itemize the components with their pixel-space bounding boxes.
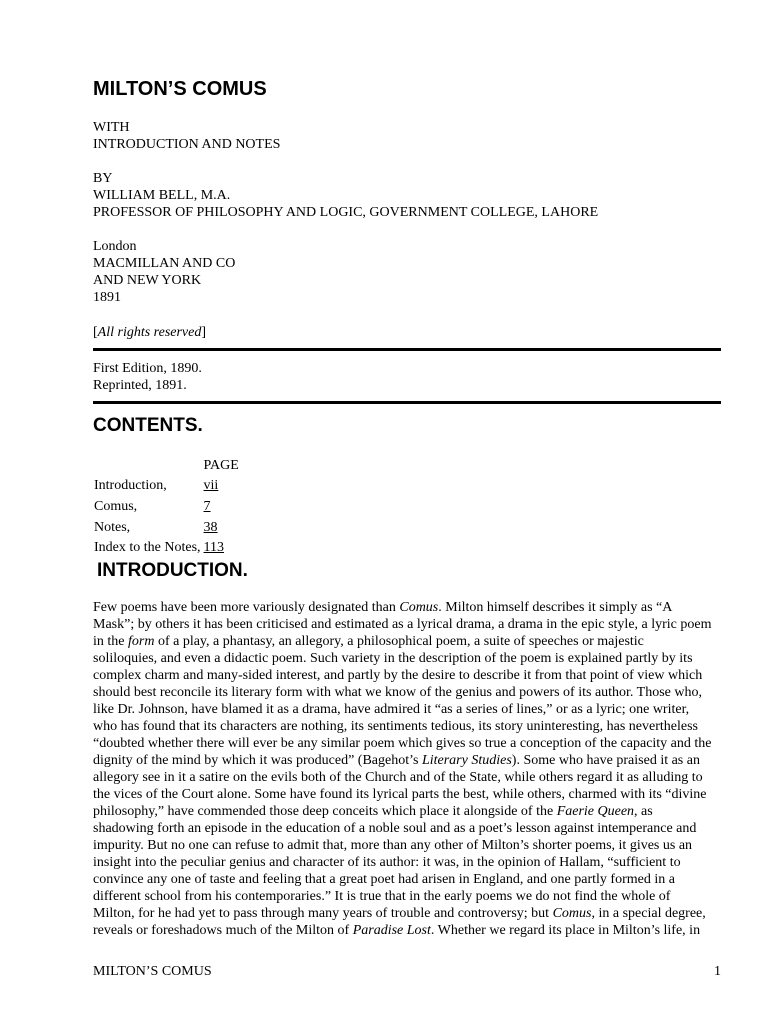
table-row <box>93 517 241 538</box>
contents-page-link[interactable]: 7 <box>203 498 211 514</box>
paragraph-line: like Dr. Johnson, have blamed it as a drama, have admired it “as a series of lines,” or as a lyric; one writer, <box>93 702 690 717</box>
paragraph-line: allegory see in it a satire on the evils both of the Church and of the State, while others regard it as alluding to <box>93 770 703 785</box>
paragraph-line: Few poems have been more variously designated than Comus. Milton himself describes it simply as “A <box>93 600 673 615</box>
italic-title: form <box>128 634 155 649</box>
paragraph-line: impurity. But no one can refuse to admit that, more than any other of Milton’s shorter poems, it gives us an <box>93 838 693 853</box>
paragraph-line: dignity of the mind by which it was produced” (Bagehot’s Literary Studies). Some who have praised it as an <box>93 753 700 768</box>
italic-title: Literary Studies <box>421 753 512 768</box>
divider <box>93 348 721 351</box>
divider <box>93 401 721 404</box>
italic-title: Paradise Lost <box>352 923 431 938</box>
italic-title: Faerie Queen <box>556 804 635 819</box>
introduction-paragraph <box>93 599 723 939</box>
paragraph-line: the vices of the Court alone. Some have found its lyrical parts the best, while others, charmed with its “divine <box>93 787 707 802</box>
page-column-header: PAGE <box>203 457 239 473</box>
italic-title: Comus <box>399 600 439 615</box>
table-row <box>93 476 241 497</box>
contents-label: Comus, <box>94 498 138 514</box>
publisher-name: MACMILLAN AND CO <box>93 256 236 271</box>
paragraph-line: should best reconcile its literary form with what we know of the genius and powers of its author. Those who, <box>93 685 703 700</box>
paragraph-line: “doubted whether there will ever be any similar poem which gives so true a conception of the capacity and the <box>93 736 712 751</box>
paragraph-line: Milton, for he had yet to pass through many years of trouble and controversy; but Comus, in a special degree, <box>93 906 706 921</box>
author-by: BY <box>93 171 113 186</box>
paragraph-line: Mask”; by others it has been criticised and estimated as a lyrical drama, a drama in the epic style, a lyric poem <box>93 617 712 632</box>
footer-page-number: 1 <box>714 964 721 979</box>
contents-page-link[interactable]: 113 <box>203 540 225 556</box>
paragraph-line: who has found that its characters are nothing, its sentiments tedious, its story uninteresting, has nevertheless <box>93 719 698 734</box>
contents-page-link[interactable]: 38 <box>203 519 218 535</box>
paragraph-line: convince any one of taste and feeling that a great poet had arisen in England, and one partly formed in a <box>93 872 675 887</box>
paragraph-line: shadowing forth an episode in the education of a noble soul and as a poet’s lesson against intemperance and <box>93 821 697 836</box>
paragraph-line: philosophy,” have commended those deep conceits which place it alongside of the Faerie Queen, as <box>93 804 653 819</box>
introduction-heading: INTRODUCTION. <box>97 560 248 581</box>
publisher-block <box>93 238 235 306</box>
edition-line: Reprinted, 1891. <box>93 378 187 393</box>
contents-heading: CONTENTS. <box>93 415 203 436</box>
paragraph-line: insight into the peculiar genius and character of its author: it was, in the opinion of Hallam, “sufficient to <box>93 855 681 870</box>
paragraph-line: in the form of a play, a phantasy, an allegory, a philosophical poem, a suite of speeches or majestic <box>93 634 644 649</box>
paragraph-line: complex charm and many-sided interest, and partly by the desire to describe it from that point of view which <box>93 668 703 683</box>
subtitle-block <box>93 119 280 153</box>
paragraph-line: soliloquies, and even a didactic poem. Such variety in the description of the poem is explained partly by its <box>93 651 693 666</box>
paragraph-line: reveals or foreshadows much of the Milton of Paradise Lost. Whether we regard its place in Milton’s life, in <box>93 923 701 938</box>
author-name: WILLIAM BELL, M.A. <box>93 188 231 203</box>
italic-title: Comus <box>552 906 592 921</box>
subtitle-line: INTRODUCTION AND NOTES <box>93 137 281 152</box>
rights-notice: [All rights reserved] <box>93 325 207 340</box>
edition-block <box>93 360 202 394</box>
publisher-city-2: AND NEW YORK <box>93 273 202 288</box>
author-affiliation: PROFESSOR OF PHILOSOPHY AND LOGIC, GOVERNMENT COLLEGE, LAHORE <box>93 205 599 220</box>
table-row <box>93 537 241 558</box>
author-block <box>93 170 598 221</box>
contents-label: Introduction, <box>94 478 167 494</box>
paragraph-line: different school from his contemporaries.” It is true that in the early poems we do not find the whole of <box>93 889 671 904</box>
contents-table <box>93 455 241 558</box>
table-row <box>93 496 241 517</box>
contents-header-row <box>93 455 241 476</box>
rights-text: All rights reserved <box>97 325 202 340</box>
contents-label: Notes, <box>94 519 131 535</box>
footer-title: MILTON’S COMUS <box>93 964 212 979</box>
subtitle-line: WITH <box>93 120 130 135</box>
publisher-city: London <box>93 239 137 254</box>
contents-page-link[interactable]: vii <box>203 478 219 494</box>
publication-year: 1891 <box>93 290 121 305</box>
book-title: MILTON’S COMUS <box>93 78 267 100</box>
contents-label: Index to the Notes, <box>94 540 201 556</box>
edition-line: First Edition, 1890. <box>93 361 202 376</box>
